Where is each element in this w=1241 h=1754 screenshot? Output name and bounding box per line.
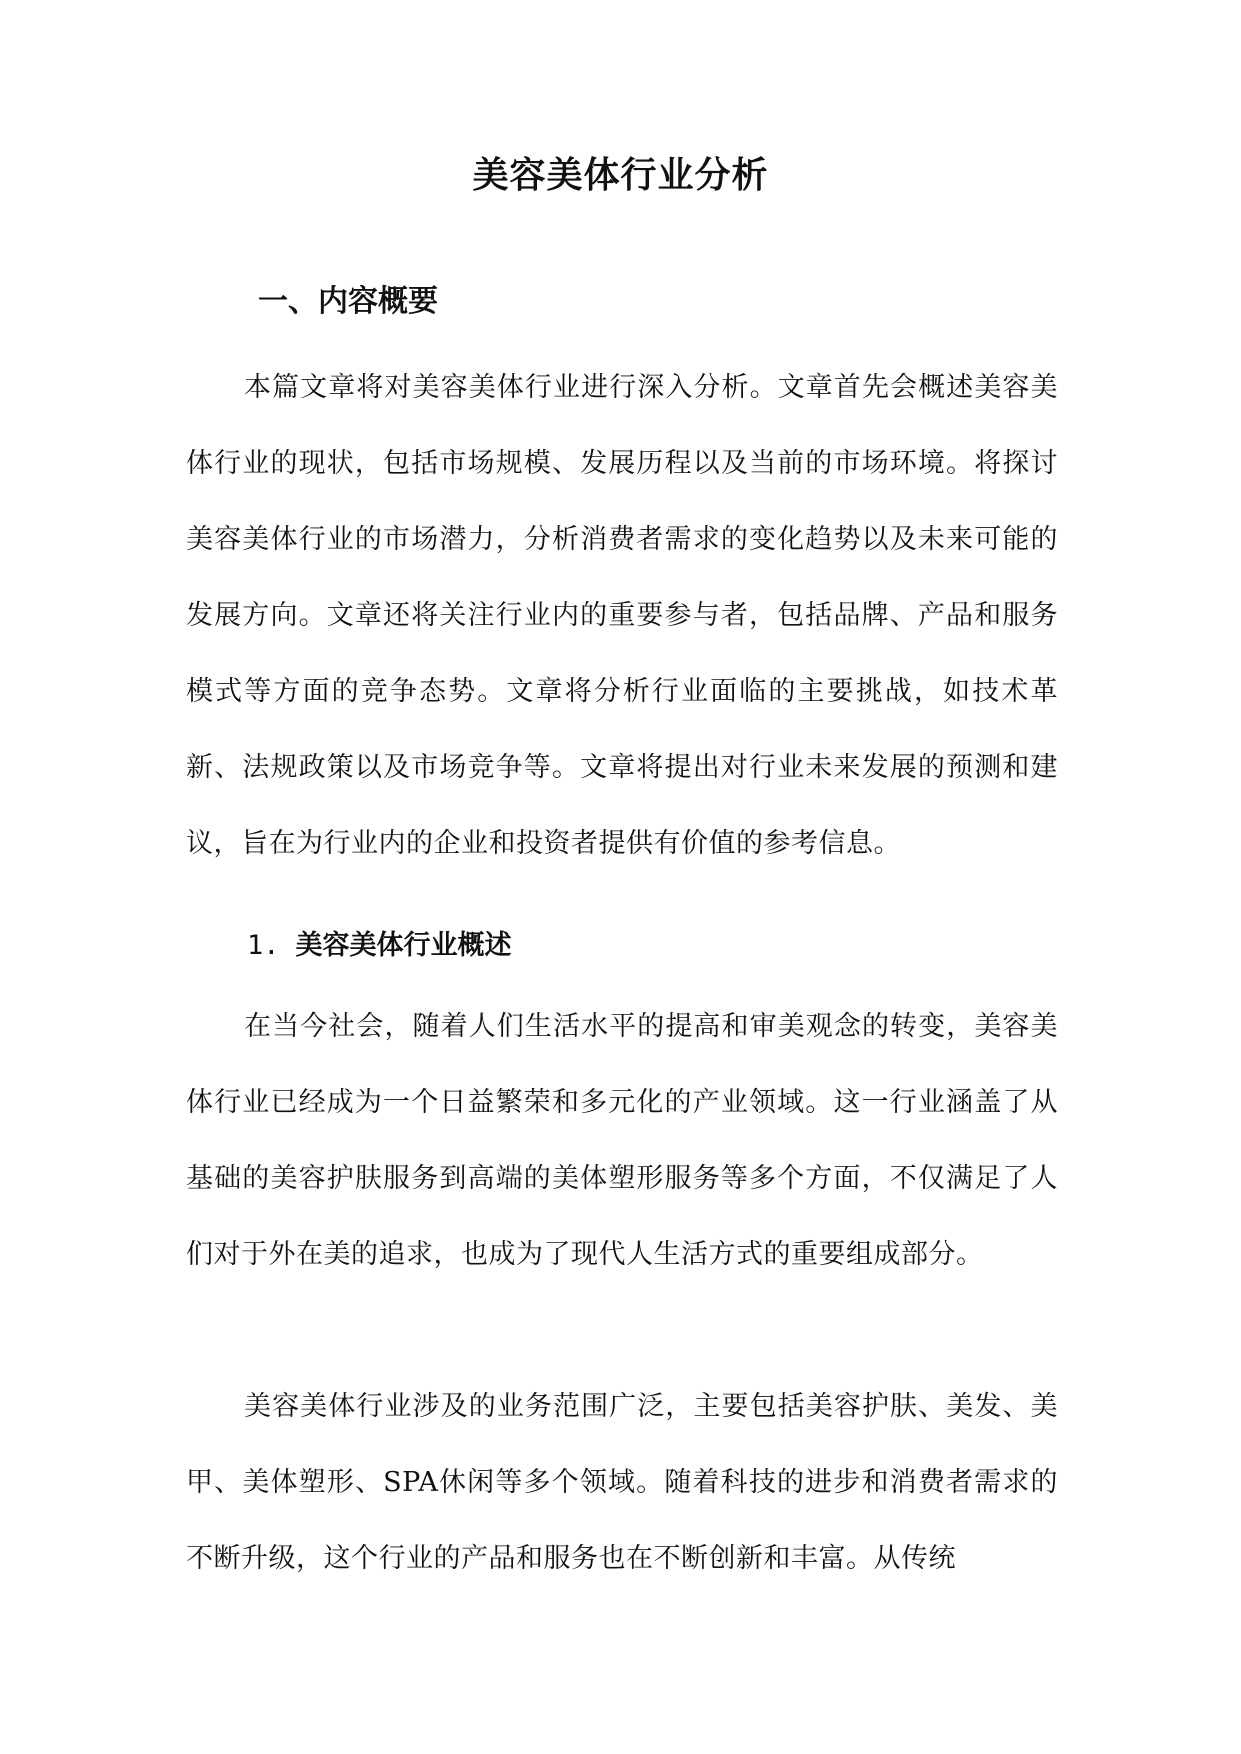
subsection-number: 1. bbox=[247, 930, 280, 961]
summary-paragraph: 本篇文章将对美容美体行业进行深入分析。文章首先会概述美容美体行业的现状，包括市场规模、发展历程以及当前的市场环境。将探讨美容美体行业的市场潜力，分析消费者需求的变化趋势以及未来可能的发展方向。文章还将关注行业内的重要参与者，包括品牌、产品和服务模式等方面的竞争态势。文章将分析行业面临的主要挑战，如技术革新、法规政策以及市场竞争等。文章将提出对行业未来发展的预测和建议，旨在为行业内的企业和投资者提供有价值的参考信息。 bbox=[186, 372, 1058, 859]
subsection-title: 美容美体行业概述 bbox=[295, 930, 512, 961]
subsection-heading-overview bbox=[247, 926, 512, 966]
section-heading-summary: 一、内容概要 bbox=[258, 284, 438, 319]
document-title: 美容美体行业分析 bbox=[472, 155, 769, 196]
overview-paragraph-1: 在当今社会，随着人们生活水平的提高和审美观念的转变，美容美体行业已经成为一个日益繁荣和多元化的产业领域。这一行业涵盖了从基础的美容护肤服务到高端的美体塑形服务等多个方面，不仅满足了人们对于外在美的追求，也成为了现代人生活方式的重要组成部分。 bbox=[186, 1011, 1058, 1270]
overview-paragraph-2: 美容美体行业涉及的业务范围广泛，主要包括美容护肤、美发、美甲、美体塑形、SPA休闲等多个领域。随着科技的进步和消费者需求的不断升级，这个行业的产品和服务也在不断创新和丰富。从传统 bbox=[186, 1391, 1058, 1574]
